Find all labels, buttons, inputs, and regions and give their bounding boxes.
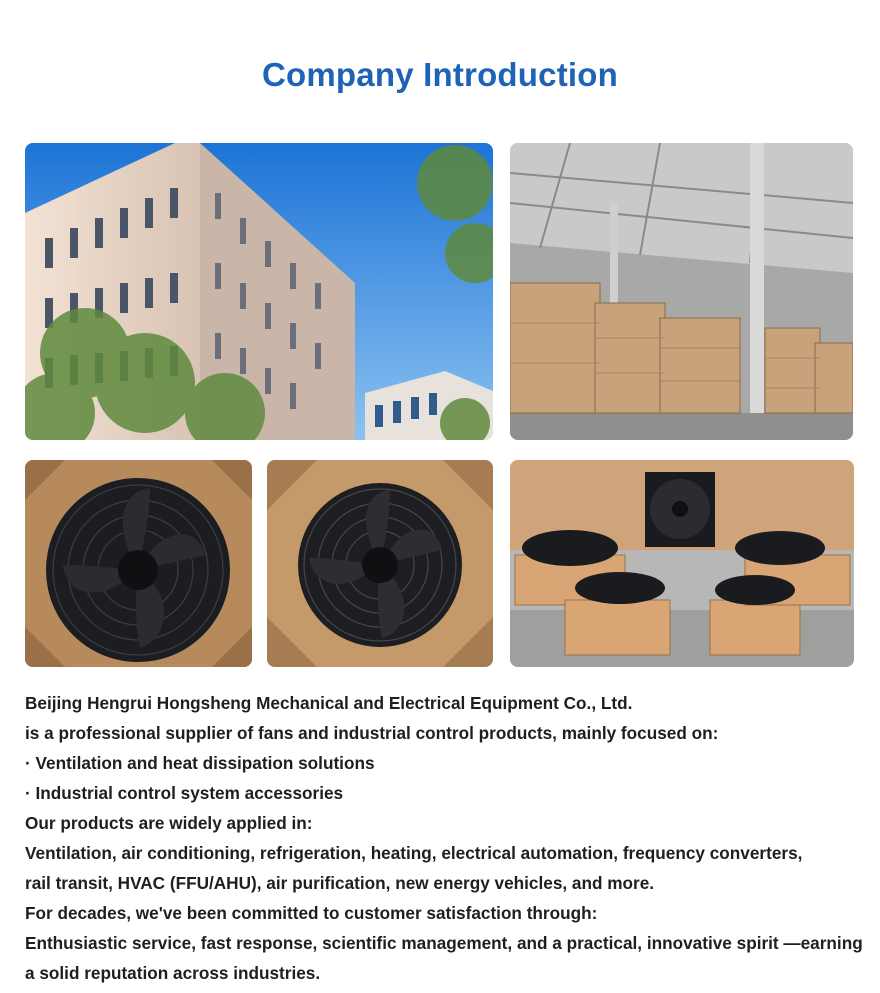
warehouse-photo bbox=[510, 143, 853, 440]
applications-heading: Our products are widely applied in: bbox=[25, 813, 313, 833]
supplier-statement: is a professional supplier of fans and industrial control products, mainly focused on: bbox=[25, 723, 719, 743]
fan-box-photo-2 bbox=[267, 460, 493, 667]
applications-line: Ventilation, air conditioning, refrigeration, heating, electrical automation, frequency converters, bbox=[25, 843, 803, 863]
page-title: Company Introduction bbox=[262, 56, 618, 93]
commitment-heading: For decades, we've been committed to customer satisfaction through: bbox=[25, 903, 598, 923]
focus-item: · Industrial control system accessories bbox=[25, 783, 344, 803]
intro-text bbox=[25, 688, 865, 988]
commitment-line: a solid reputation across industries. bbox=[25, 963, 321, 983]
fan-box-photo-1 bbox=[25, 460, 252, 667]
company-name: Beijing Hengrui Hongsheng Mechanical and Electrical Equipment Co., Ltd. bbox=[25, 693, 633, 713]
applications-line: rail transit, HVAC (FFU/AHU), air purification, new energy vehicles, and more. bbox=[25, 873, 655, 893]
building-photo bbox=[25, 143, 493, 440]
fans-display-photo bbox=[510, 460, 854, 667]
focus-item: · Ventilation and heat dissipation solutions bbox=[25, 753, 375, 773]
commitment-line: Enthusiastic service, fast response, scientific management, and a practical, innovative spirit —earning bbox=[25, 933, 863, 953]
